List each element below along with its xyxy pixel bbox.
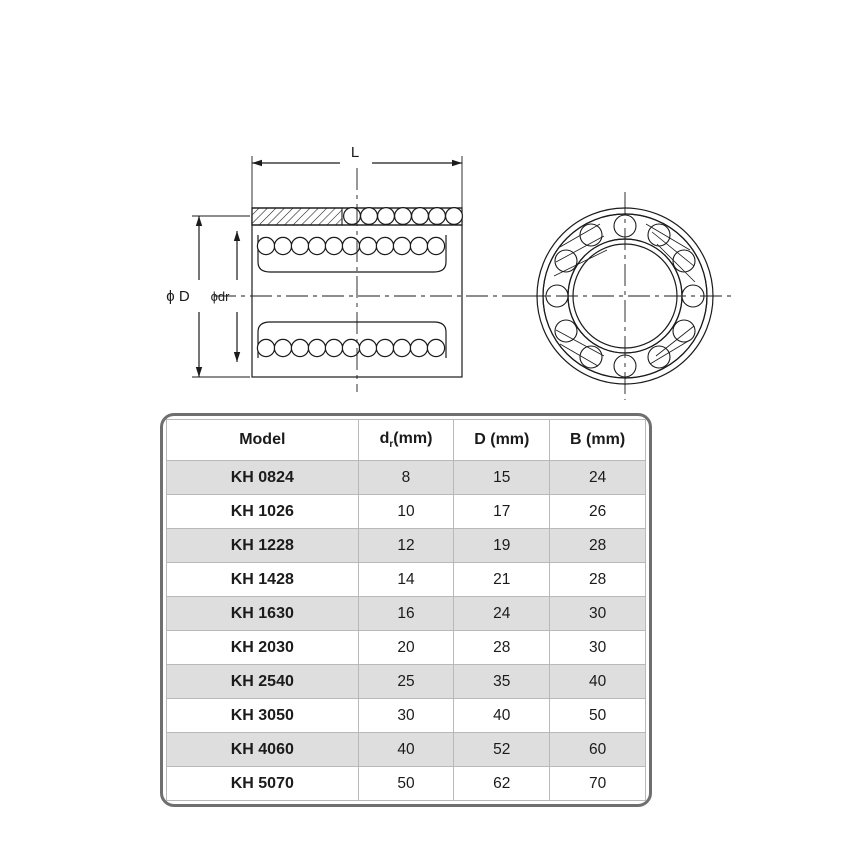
header-dr-main: d — [379, 429, 390, 447]
cell-dr: 10 — [358, 495, 454, 529]
cell-d: 35 — [454, 665, 550, 699]
cell-b: 28 — [550, 529, 646, 563]
table-header-row — [167, 420, 646, 461]
table-row — [167, 495, 646, 529]
table-row — [167, 767, 646, 801]
cell-d: 62 — [454, 767, 550, 801]
cell-d: 40 — [454, 699, 550, 733]
table-row — [167, 597, 646, 631]
cell-dr: 12 — [358, 529, 454, 563]
table-row — [167, 699, 646, 733]
column-header-model: Model — [167, 420, 359, 461]
cell-d: 15 — [454, 461, 550, 495]
cell-d: 24 — [454, 597, 550, 631]
spec-table — [166, 419, 646, 801]
dimension-inner-diameter — [234, 231, 240, 362]
cell-b: 30 — [550, 597, 646, 631]
table-row — [167, 665, 646, 699]
spec-table-container — [160, 413, 652, 807]
cell-d: 19 — [454, 529, 550, 563]
cell-d: 52 — [454, 733, 550, 767]
cell-dr: 20 — [358, 631, 454, 665]
cell-d: 17 — [454, 495, 550, 529]
cell-dr: 30 — [358, 699, 454, 733]
cell-dr: 50 — [358, 767, 454, 801]
label-inner-diameter: ϕdr — [210, 289, 230, 304]
label-length: L — [350, 144, 360, 161]
side-ball-row-upper-race — [257, 235, 446, 272]
cell-dr: 25 — [358, 665, 454, 699]
cell-model: KH 1630 — [167, 597, 359, 631]
side-centerlines — [214, 168, 560, 392]
cell-d: 21 — [454, 563, 550, 597]
cell-model: KH 4060 — [167, 733, 359, 767]
technical-drawing — [0, 0, 860, 400]
front-bore-circle-inner — [573, 244, 677, 348]
header-dr-sub: r — [389, 439, 394, 451]
cell-model: KH 1228 — [167, 529, 359, 563]
cell-model: KH 1428 — [167, 563, 359, 597]
column-header-d: D (mm) — [454, 420, 550, 461]
table-body — [167, 461, 646, 801]
cell-b: 28 — [550, 563, 646, 597]
cell-model: KH 3050 — [167, 699, 359, 733]
cell-b: 26 — [550, 495, 646, 529]
table-row — [167, 529, 646, 563]
column-header-b: B (mm) — [550, 420, 646, 461]
cell-b: 30 — [550, 631, 646, 665]
bearing-drawing-svg — [0, 0, 860, 400]
cell-dr: 8 — [358, 461, 454, 495]
cell-model: KH 5070 — [167, 767, 359, 801]
front-view-group — [520, 192, 736, 400]
column-header-dr — [358, 420, 454, 461]
cell-dr: 14 — [358, 563, 454, 597]
cell-model: KH 2030 — [167, 631, 359, 665]
cell-model: KH 0824 — [167, 461, 359, 495]
label-outer-diameter: ϕ D — [166, 288, 190, 305]
header-dr-unit: (mm) — [393, 429, 433, 447]
cell-b: 60 — [550, 733, 646, 767]
side-view-group — [192, 156, 560, 392]
cell-b: 70 — [550, 767, 646, 801]
side-ball-row-lower-race — [257, 322, 446, 358]
cell-dr: 16 — [358, 597, 454, 631]
table-row — [167, 563, 646, 597]
table-row — [167, 461, 646, 495]
cell-model: KH 2540 — [167, 665, 359, 699]
cell-d: 28 — [454, 631, 550, 665]
cell-dr: 40 — [358, 733, 454, 767]
cell-b: 40 — [550, 665, 646, 699]
cell-b: 24 — [550, 461, 646, 495]
table-row — [167, 631, 646, 665]
table-row — [167, 733, 646, 767]
cell-model: KH 1026 — [167, 495, 359, 529]
cell-b: 50 — [550, 699, 646, 733]
